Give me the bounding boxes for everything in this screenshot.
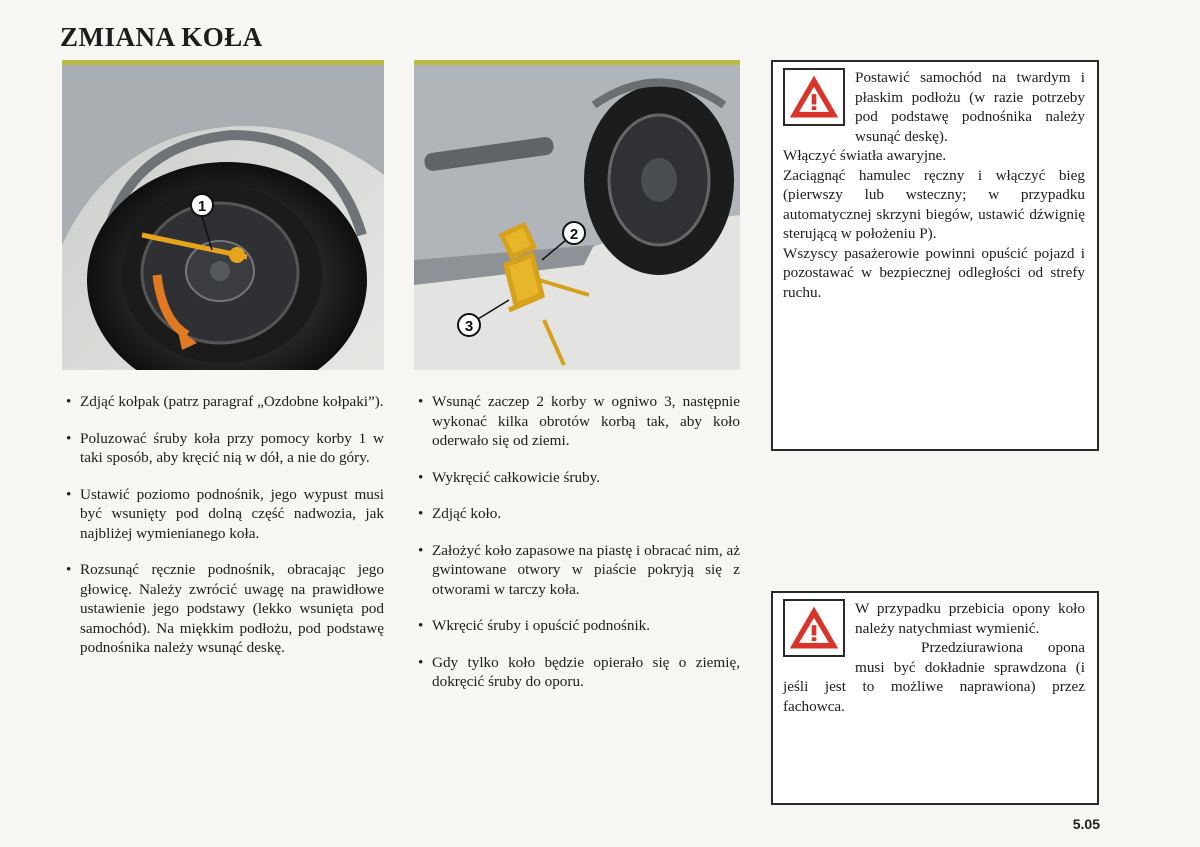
column-1 bbox=[62, 60, 384, 675]
jack-illustration bbox=[414, 65, 740, 370]
warning-paragraph: Zaciągnąć hamulec ręczny i włączyć bieg (pierwszy lub wsteczny; w przypadku automatycznej skrzyni biegów, ustawić dźwignię sterującą w położeniu P). bbox=[783, 166, 1085, 242]
instructions-list-2 bbox=[414, 392, 740, 692]
wheel-illustration bbox=[62, 65, 384, 370]
list-item: • Poluzować śruby koła przy pomocy korby 1 w taki sposób, aby kręcić nią w dół, a nie do góry. bbox=[62, 429, 384, 468]
list-item: • Ustawić poziomo podnośnik, jego wypust musi być wsunięty pod dolną część nadwozia, jak najbliżej wymienianego koła. bbox=[62, 485, 384, 544]
list-item: • Wykręcić całkowicie śruby. bbox=[414, 468, 740, 488]
list-item: • Zdjąć kołpak (patrz paragraf „Ozdobne kołpaki”). bbox=[62, 392, 384, 412]
photo-jack-lifting bbox=[414, 60, 740, 370]
list-item: • Wsunąć zaczep 2 korby w ogniwo 3, następnie wykonać kilka obrotów korbą tak, aby koło oderwało się od ziemi. bbox=[414, 392, 740, 451]
warning-paragraph: Postawić samochód na twardym i płaskim podłożu (w razie potrzeby pod podstawę podnośnika należy wsunąć deskę). bbox=[855, 69, 1085, 145]
list-item: • Rozsunąć ręcznie podnośnik, obracając jego głowicę. Należy zwrócić uwagę na prawidłowe ustawienie jego podstawy (lekko wsunięta pod samochód). Na miękkim podłożu, pod podstawę podnośnika należy wsunąć deskę. bbox=[62, 560, 384, 658]
list-item: • Założyć koło zapasowe na piastę i obracać nim, aż gwintowane otwory w piaście pokryją się z otworami w tarczy koła. bbox=[414, 541, 740, 600]
warning-paragraph: Przedziurawiona opona musi być dokładnie sprawdzona (i jeśli jest to możliwe naprawiona) przez fachowca. bbox=[783, 639, 1085, 715]
list-item: • Gdy tylko koło będzie opierało się o ziemię, dokręcić śruby do oporu. bbox=[414, 653, 740, 692]
column-2 bbox=[414, 60, 740, 709]
warning-paragraph: Wszyscy pasażerowie powinni opuścić pojazd i pozostawać w bezpiecznej odległości od strefy ruchu. bbox=[783, 244, 1085, 301]
list-item: • Wkręcić śruby i opuścić podnośnik. bbox=[414, 616, 740, 636]
callout-2: 2 bbox=[569, 226, 579, 243]
warning-box-safety bbox=[771, 60, 1099, 451]
instructions-list-1 bbox=[62, 392, 384, 658]
page-number: 5.05 bbox=[1072, 816, 1100, 832]
warning-paragraph: Włączyć światła awaryjne. bbox=[783, 147, 947, 164]
warning-triangle-icon bbox=[783, 599, 845, 657]
callout-1: 1 bbox=[197, 198, 207, 215]
warning-paragraph: W przypadku przebicia opony koło należy natychmiast wymienić. bbox=[855, 600, 1085, 637]
callout-3: 3 bbox=[464, 318, 474, 335]
list-item: • Zdjąć koło. bbox=[414, 504, 740, 524]
warning-triangle-icon bbox=[783, 68, 845, 126]
photo-wheel-nut-loosening bbox=[62, 60, 384, 370]
page-title: ZMIANA KOŁA bbox=[60, 22, 263, 52]
warning-box-puncture bbox=[771, 591, 1099, 805]
